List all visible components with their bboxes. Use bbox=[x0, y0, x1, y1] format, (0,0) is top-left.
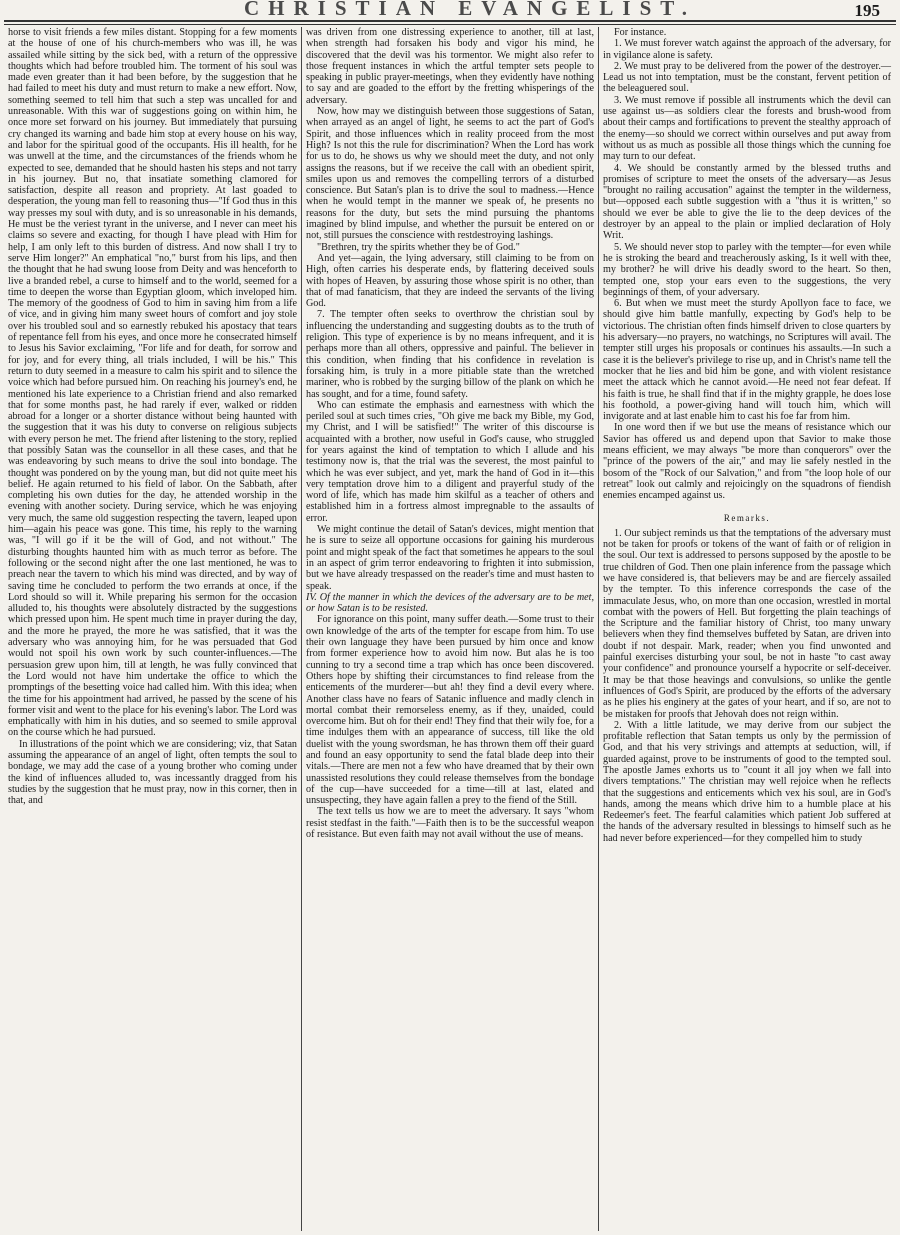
paragraph: 5. We should never stop to parley with the tempter—for even while he is stroking the beard and treacherously asking, Is it well with thee, my brother? he will drive his deadly sword to the heart. So then, tempted one, stop your ears even to the suggestions, the very beginnings of them, of your adversary. bbox=[603, 241, 891, 298]
paragraph: In illustrations of the point which we are considering; viz, that Satan assuming the appearance of an angel of light, often tempts the soul to bondage, we may add the case of a young brother who coming under the kind of influences alluded to, was incessantly dragged from his studies by the suggestion that he must pray, now in this corner, then in that, and bbox=[8, 738, 297, 807]
remarks-heading: Remarks. bbox=[723, 513, 771, 524]
paragraph: 2. We must pray to be delivered from the power of the destroyer.—Lead us not into temptation, must be the constant, fervent petition of the beleaguered soul. bbox=[603, 60, 891, 95]
section-heading: IV. Of the manner in which the devices of the adversary are to be met, or how Satan is to be resisted. bbox=[306, 591, 594, 615]
paragraph: For instance. bbox=[614, 27, 667, 38]
paragraph: 6. But when we must meet the sturdy Apollyon face to face, we should give him battle manfully, expecting by God's help to be victorious. The christian often finds himself driven to close quarters by his adversary—no prayers, no watchings, no Scriptures will avail. The tempter still urges his proposals or continues his assaults.—In such a case it is the believer's privilege to rise up, and in Christ's name tell the mocker that he lies and bid him be gone, and with violent resistance meet the attack which he cannot avoid.—He need not fear defeat. If his faith is true, he shall find that if in the mighty grapple, he does lose his foothold, a power-giving hand will touch him, which will invigorate and at last enable him to cast his foe far from him. bbox=[603, 298, 891, 423]
text-columns bbox=[4, 27, 896, 1231]
paragraph: 7. The tempter often seeks to overthrow the christian soul by influencing the understanding and suggesting doubts as to the truth of religion. This type of experience is by no means infrequent, and it is perhaps more than all others, oppressive and painful. The believer in this condition, when finding that his confidence in revelation is forsaking him, is truly in a more pitiable state than the wretched mariner, who is robbed by the surging billow of the plank on which he has sought, and for a time, found safety. bbox=[306, 309, 594, 400]
header-rule bbox=[4, 20, 896, 25]
paragraph: 3. We must remove if possible all instruments which the devil can use against us—as soldiers clear the forests and brush-wood from about their camps and fortifications to prevent the stealthy approach of the enemy—so should we correct within ourselves and put away from without us as much as possible all those things which the cunning foe may turn to our defeat. bbox=[603, 94, 891, 163]
column-middle bbox=[301, 27, 598, 1231]
paragraph: The text tells us how we are to meet the adversary. It says "whom resist stedfast in the faith."—Faith then is to be the successful weapon of resistance. But even faith may not avail without the use of means. bbox=[306, 806, 594, 841]
paragraph: Who can estimate the emphasis and earnestness with which the periled soul at such times cries, "Oh give me back my Bible, my God, my Christ, and I will be satisfied!" The writer of this discourse is acquainted with a brother, now useful in God's cause, who struggled for years against the kind of temptation to which I allude and his testimony now is, that the trial was the severest, the most painful to which he was ever subject, and yet, mark the hand of God in it—this very temptation drove him to a diligent and prayerful study of the word of life, which has made him skilful as a teacher of others and established him in a fortress almost impregnable to the assaults of error. bbox=[306, 399, 594, 524]
paragraph: 4. We should be constantly armed by the blessed truths and promises of scripture to meet the onsets of the adversary—as Jesus "brought no railing accusation" against the tempter in the wilderness, but—opposed each subtle suggestion with a "thus it is written," so should we ever be able to give the lie to the deep devices of the destroyer by an appeal to the plain or implied declaration of Holy Writ. bbox=[603, 162, 891, 242]
paragraph: In one word then if we but use the means of resistance which our Savior has offered us and depend upon that Savior to make those means efficient, we may always "be more than conquerors" over the "prince of the powers of the air," and may lie safely nestled in the bosom of the "Rock of our Salvation," and from "the loop hole of our retreat" look out calmly and rejoicingly on the squadrons of fiendish enemies encamped against us. bbox=[603, 422, 891, 502]
column-right bbox=[598, 27, 895, 1231]
paragraph: was driven from one distressing experience to another, till at last, when strength had forsaken his body and vigor his mind, he discovered that the devil was his tormentor. We might also refer to those frequent instances in which the artful tempter sets people to speaking in public prayer-meetings, when they evidently have nothing to say and are goaded to the effort by the fretting whisperings of the adversary. bbox=[306, 27, 594, 106]
column-left bbox=[4, 27, 301, 1231]
paragraph: And yet—again, the lying adversary, still claiming to be from on High, often carries his desperate ends, by flattering deceived souls with hopes of Heaven, by assuring those whose spirit is no other, than that of mad fanaticism, that they are indeed the servants of the living God. bbox=[306, 252, 594, 310]
paragraph: Now, how may we distinguish between those suggestions of Satan, when arrayed as an angel of light, he seems to act the part of God's Spirit, and those influences which in reality proceed from the most High? Is not this the rule for discrimination? When the Lord has work for us to do, he shows us why we should meet the duty, and not only assigns the reasons, but if we receive the call with an obedient spirit, smiles upon us and removes the compelling terrors of a disturbed conscience. But Satan's plan is to drive the soul to madness.—Hence when he would tempt in the manner we speak of, he presents no reasons for the duty, but sets the mind pursuing the phantoms imagined by blind impulse, and whether the pursuit be entered on or not, still pursues the conscience with restdestroying lashings. bbox=[306, 106, 594, 242]
page-number: 195 bbox=[854, 1, 880, 20]
paragraph: "Brethren, try the spirits whether they be of God." bbox=[317, 241, 520, 253]
running-title: CHRISTIAN EVANGELIST. bbox=[244, 0, 696, 20]
paragraph: For ignorance on this point, many suffer death.—Some trust to their own knowledge of the arts of the tempter for escape from him. To use their own language they have been pursued by him once and know from former experience how to avoid him now. But alas he is too cunning to try a second time a trap which has once been discovered. Others hope by shifting their circumstances to find release from the enticements of the murderer—but ah! they find a devil every where. Another class have no fears of Satanic influence and madly clench in mortal combat their remorseless enemy, as if they, unaided, could overcome him. But oh for their end! They find that their wily foe, for a time indulges them with an appearance of success, till like the old duelist with the young swordsman, he has thrown them off their guard and found an easy opportunity to send the fatal blade deep into their vitals.—There are men not a few who have dreamed that by their own unassisted resolutions they could release themselves from the bondage of the cup—have succeeded for a time—till at last, elated and unsuspecting, they have again fallen a prey to the fiend of the Still. bbox=[306, 614, 594, 807]
paragraph: horse to visit friends a few miles distant. Stopping for a few moments at the house of one of his church-members who was ill, he was assailed while sitting by the sick bed, with a return of the oppressive thoughts which had before troubled him. The torment of his soul was made even greater than it had been before, by the suggestion that he had failed to meet his duty and must return to make a new effort. Now, something seemed to tell him that such a step was uncalled for and unreasonable. With this war of suggestions going on within him, he once more set forward on his journey. But immediately that pursuing cry changed its warning and bade him stop at every house on his way, and labor for the spiritual good of the occupants. His ill health, for he was unwell at the time, and the circumstances of the friends whom he expected to see, demanded that he should hasten his steps and not tarry in his journey. But no, that insatiate something clamored for satisfaction, despite all reason and propriety. At last goaded to desperation, the young man fell to reasoning thus—"If God thus in this way presses my soul with duty, and is so unreasonable in his demands, He must be the veriest tyrant in the universe, and I never can meet his claims so severe and exacting, for though I have plead with Him for help, I am only left to this burden of distress. And now shall I try to serve Him longer?" An emphatical "no," burst from his lips, and then the thought that he had swung loose from Deity and was henceforth to live a branded rebel, a curse to himself and to the world, seemed for a time to deepen the worse than Egyptian gloom, which inveloped him. The memory of the goodness of God to him in saving him from a life of vice, and in giving him many sweet hours of comfort and joy stole over his troubled soul and so earnestly rebuked his apostacy that tears of repentance fell from his eyes, and once more he consecrated himself to Jesus his Savior exclaiming, "For life and for death, for sorrow and for joy, and for every thing, all trials included, I will be his." This return to duty seemed in a measure to calm his spirit and to silence the voice which had before pursued him. On reaching his journey's end, he mentioned his late experience to a Christian friend and also remarked that for some months past, he had rarely if ever, walked or ridden abroad for a longer or a shorter distance without being haunted with the suggestion that it was his duty to converse on religious subjects with every person he met. The friend after listening to the story, replied that possibly Satan was the counsellor in all these cases, and that he was endeavoring by such means to drive the soul into bondage. The thought was pondered on by the young man, but did not quite meet his belief. He again returned to his field of labor. On the Sabbath, after completing his own duties for the day, he attended worship in the evening with another society. During service, which he was enjoying very much, the same old suggestion respecting the tavern, leaped upon him—again his peace was gone. This time, his reply to the warning was, "I will go if it be the will of God, and not without." The disturbing thoughts haunted him with as much terror as before. The following or the second night after the one last mentioned, he was to preach near the tavern to which his mind was directed, and by way of saving time he concluded to perform the two errands at once, if the Lord should so will it. While preparing his sermon for the occasion alluded to, his thoughts were absolutely distracted by the suggestions which pressed upon him. He spent much time in prayer during the day, and the more he prayed, the more he was satisfied, that it was the adversary who was annoying him, for he was persuaded that God would not spoil his own work by such counter-influences.—The persuasion grew upon him, till at length, he was fully convinced that the Lord would not have him undertake the office to which the promptings of the besetting voice had called him. With this idea; when the time for his appointment had arrived, he passed by the scene of his former visit and went to the place for his evening's labor. The Lord was emphatically with him in his duties, and so seemed to smile approval on the course which he had pursued. bbox=[8, 27, 297, 739]
paragraph: 1. We must forever watch against the approach of the adversary, for in vigilance alone is safety. bbox=[603, 38, 891, 61]
paragraph: 1. Our subject reminds us that the temptations of the adversary must not be taken for proofs or tokens of the want of faith or of religion in the soul. Our text is addressed to persons supposed by the apostle to be true children of God. Then one plain inference from the passage which we have considered is, that believers may be and are fiercely assailed by the tempter. To this inference corresponds the case of the immaculate Jesus, who, on more than one occasion, wrestled in mortal combat with the powers of Hell. But forgetting the plain teachings of the Scripture and the familiar history of Christ, too many unwary believers when they find themselves buffeted by Satan, are driven into doubt if not despair. Mark, reader; when you find unwonted and painful exercises disturbing your soul, be not in haste "to cast away your confidence" and pronounce yourself a hypocrite or self-deceiver. It may be that those heavings and convulsions, so unlike the gentle influences of God's Spirit, are produced by the efforts of the adversary as he plies his enginery at the gates of your heart, and if so, are not to be mistaken for proofs that Jehovah does not reign within. bbox=[603, 527, 891, 720]
paragraph: 2. With a little latitude, we may derive from our subject the profitable reflection that Satan tempts us only by the permission of God, and that his very strivings and attempts at seduction, will, if guarded against, prove to be instruments of good to the tempted soul. The apostle James exhorts us to "count it all joy when we fall into divers temptations." The christian may well rejoice when he reflects that the suggestions and enticements which vex his soul, are in God's hands, among the means which drive him to a humble place at his Redeemer's feet. The fearful calamities which patient Job suffered at the hands of the adversary resulted in blessings to himself such as he had never before experienced—for they compelled him to study bbox=[603, 719, 891, 844]
paragraph: We might continue the detail of Satan's devices, might mention that he is sure to seize all opportune occasions for gaining his murderous point and might speak of the fact that sometimes he appears to the soul in an aspect of grim terror endeavoring to frighten it into submission, but we have already trespassed on the reader's time and must hasten to speak. bbox=[306, 524, 594, 592]
page-header bbox=[0, 0, 900, 22]
